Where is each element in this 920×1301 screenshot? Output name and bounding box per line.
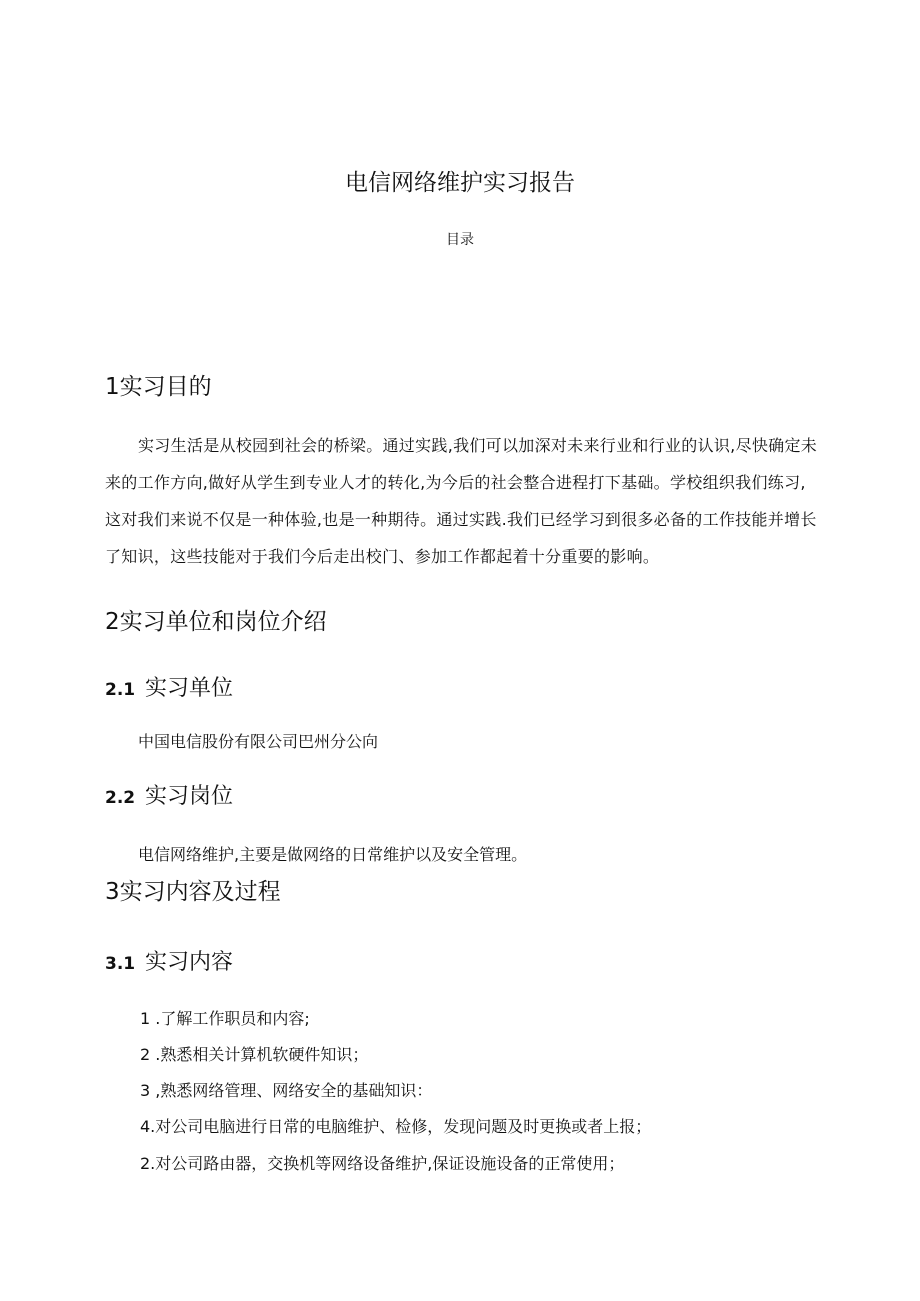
list-item: 4.对公司电脑进行日常的电脑维护、检修，发现问题及时更换或者上报； <box>140 1117 652 1136</box>
section-2-heading: 2实习单位和岗位介绍 <box>105 609 327 635</box>
toc-label: 目录 <box>446 232 474 248</box>
section-3-1-heading <box>105 948 233 979</box>
section-2-1-heading <box>105 674 233 705</box>
list-item: 2 .熟悉相关计算机软硬件知识； <box>140 1045 369 1064</box>
list-item: 2.对公司路由器，交换机等网络设备维护,保证设施设备的正常使用； <box>140 1154 625 1173</box>
document-title: 电信网络维护实习报告 <box>345 170 575 196</box>
section-2-1-title: 实习单位 <box>145 676 234 701</box>
section-2-2-text: 电信网络维护,主要是做网络的日常维护以及安全管理。 <box>138 845 528 864</box>
section-1-paragraph: 实习生活是从校园到社会的桥梁。通过实践,我们可以加深对未来行业和行业的认识,尽快确定未来的工作方向,做好从学生到专业人才的转化,为今后的社会整合进程打下基础。学校组织我们练习,这对我们来说不仅是一种体验,也是一种期待。通过实践.我们已经学习到很多必备的工作技能并增长了知识，这些技能对于我们今后走出校门、参加工作都起着十分重要的影响。 <box>105 436 818 566</box>
section-2-1-number: 2.1 <box>105 680 136 700</box>
section-3-1-number: 3.1 <box>105 954 136 974</box>
section-3-heading: 3实习内容及过程 <box>105 879 281 905</box>
section-2-2-number: 2.2 <box>105 788 136 808</box>
section-2-2-title: 实习岗位 <box>145 784 234 809</box>
section-3-1-title: 实习内容 <box>145 950 234 975</box>
section-2-1-text: 中国电信股份有限公司巴州分公向 <box>138 732 379 751</box>
list-item: 1 .了解工作职员和内容; <box>140 1009 310 1028</box>
section-2-2-heading <box>105 782 233 813</box>
list-item: 3 ,熟悉网络管理、网络安全的基础知识： <box>140 1081 433 1100</box>
section-1-heading: 1实习目的 <box>105 374 212 400</box>
